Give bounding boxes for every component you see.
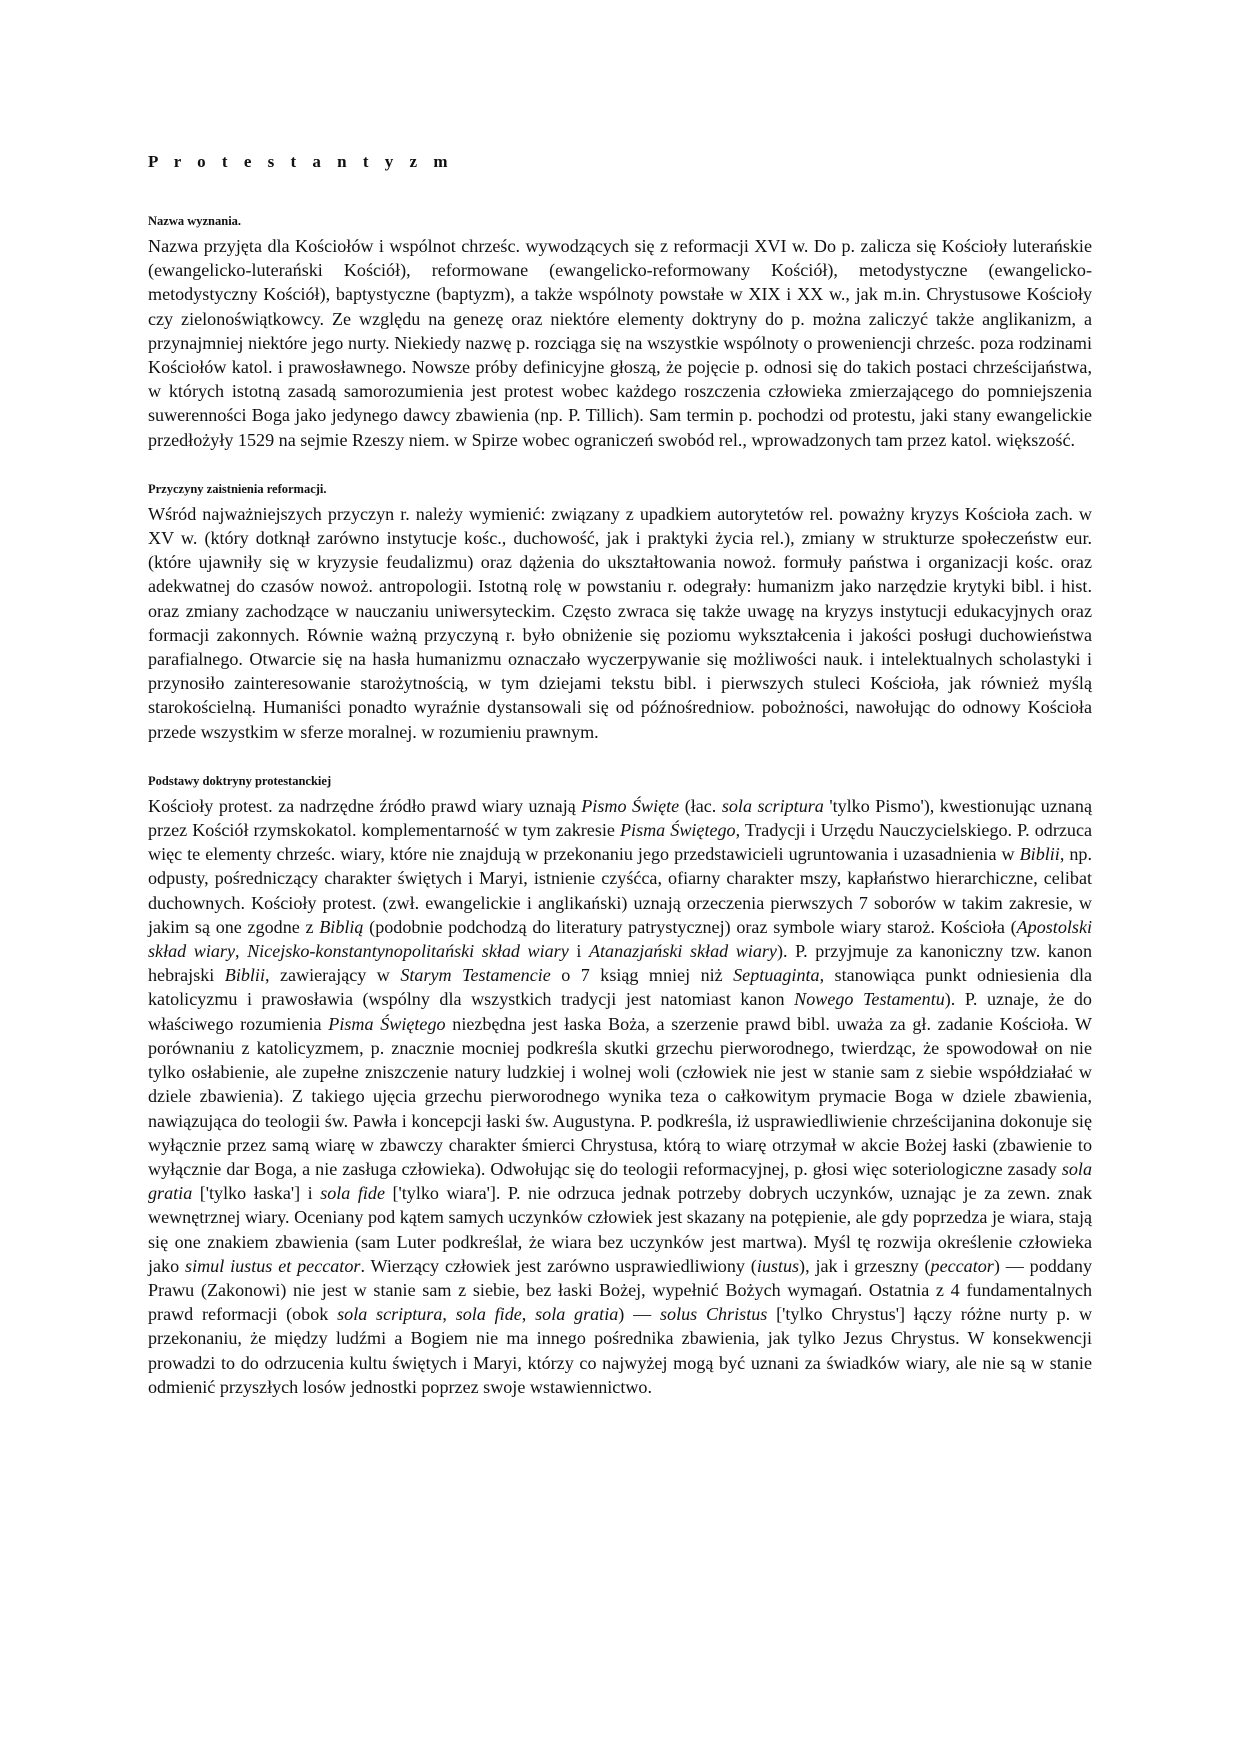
section-paragraph: Nazwa przyjęta dla Kościołów i wspólnot chrześc. wywodzących się z reformacji XVI w. Do p. zalicza się Kościoły luterańskie (ewangelicko-luterański Kościół), reformowane (ewangelicko-reformowany Kościół), metodystyczne (ewangelicko-metodystyczny Kościół), baptystyczne (baptyzm), a także wspólnoty powstałe w XIX i XX w., jak m.in. Chrystusowe Kościoły czy zielonoświątkowcy. Ze względu na genezę oraz niektóre elementy doktryny do p. można zaliczyć także anglikanizm, a przynajmniej niektóre jego nurty. Niekiedy nazwę p. rozciąga się na wszystkie wspólnoty o proweniencji chrześc. poza rodzinami Kościołów katol. i prawosławnego. Nowsze próby definicyjne głoszą, że pojęcie p. odnosi się do takich postaci chrześcijaństwa, w których istotną zasadą samorozumienia jest protest wobec każdego roszczenia człowieka zmierzającego do pomniejszenia suwerenności Boga jako jedynego dawcy zbawienia (np. P. Tillich). Sam termin p. pochodzi od protestu, jaki stany ewangelickie przedłożyły 1529 na sejmie Rzeszy niem. w Spirze wobec ograniczeń swobód rel., wprowadzonych tam przez katol. większość. — [148, 236, 1092, 450]
section-podstawy-doktryny — [148, 774, 1092, 1399]
italic-term: sola fide — [320, 1183, 385, 1204]
section-paragraph: Wśród najważniejszych przyczyn r. należy wymienić: związany z upadkiem autorytetów rel. poważny kryzys Kościoła zach. w XV w. (który dotknął zarówno instytucje kośc., duchowość, jak i praktyki życia rel.), zmiany w strukturze społeczeństw eur. (które ujawniły się w kryzysie feudalizmu) oraz dążenia do ukształtowania nowoż. formuły państwa i organizacji kośc. oraz adekwatnej do czasów nowoż. antropologii. Istotną rolę w powstaniu r. odegrały: humanizm jako narzędzie krytyki bibl. i hist. oraz zmiany zachodzące w nauczaniu uniwersyteckim. Często zwraca się także uwagę na kryzys instytucji edukacyjnych oraz formacji zakonnych. Równie ważną przyczyną r. było obniżenie się poziomu wykształcenia i jakości posługi duchowieństwa parafialnego. Otwarcie się na hasła humanizmu oznaczało wyczerpywanie się możliwości nauk. i intelektualnych scholastyki i przynosiło zainteresowanie starożytnością, w tym dziejami tekstu bibl. i pierwszych stuleci Kościoła, jak również myślą starokościelną. Humaniści ponadto wyraźnie dystansowali się od późnośredniow. pobożności, nawołując do odnowy Kościoła przede wszystkim w sferze moralnej. w rozumieniu prawnym. — [148, 503, 1092, 742]
text-run: ), jak i grzeszny ( — [799, 1255, 931, 1276]
text-run: . Wierzący człowiek jest zarówno usprawiedliwiony ( — [360, 1255, 757, 1276]
italic-term: Apostolski skład wiary — [148, 916, 1092, 962]
section-paragraph — [148, 794, 1092, 1399]
section-przyczyny-reformacji — [148, 482, 1092, 744]
italic-term: Starym Testamencie — [400, 965, 551, 986]
italic-term: iustus — [756, 1255, 800, 1276]
italic-term: Septuaginta — [733, 965, 820, 986]
italic-term: Nicejsko-konstantynopolitański skład wiary — [247, 941, 569, 962]
italic-term: Atanazjański skład wiary — [588, 941, 777, 962]
italic-term: Nowego Testamentu — [794, 989, 945, 1010]
italic-term: sola gratia — [535, 1304, 619, 1325]
text-run: (podobnie podchodzą do literatury patrystycznej) oraz symbole wiary staroż. Kościoła ( — [363, 916, 1017, 937]
section-heading: Przyczyny zaistnienia reformacji. — [148, 481, 327, 496]
section-nazwa-wyznania — [148, 214, 1092, 452]
italic-term: Biblii — [224, 965, 265, 986]
italic-term: Pisma Świętego — [328, 1013, 446, 1034]
italic-term: simul iustus et peccator — [185, 1255, 361, 1276]
text-run: ) — — [618, 1304, 660, 1325]
text-run: , Tradycji i Urzędu Nauczycielskiego. P. odrzuca więc te elementy chrześc. wiary, które nie znajdują w przekonaniu jego przedstawicieli ugruntowania i uzasadnienia w — [148, 820, 1093, 865]
italic-term: sola fide — [455, 1304, 522, 1325]
italic-term: solus Christus — [659, 1304, 768, 1325]
text-run: , — [521, 1304, 536, 1325]
italic-term: sola scriptura — [721, 795, 824, 816]
italic-term: Pisma Świętego — [619, 820, 736, 841]
text-run: , — [442, 1304, 456, 1325]
text-run: ). P. przyjmuje za kanoniczny tzw. kanon hebrajski — [148, 941, 1093, 986]
text-run: i — [568, 941, 589, 962]
text-run: ['tylko wiara']. P. nie odrzuca jednak potrzeby dobrych uczynków, uznając je za zewn. znak wewnętrznej wiary. Oceniany pod kątem samych uczynków człowiek jest skazany na potępienie, ale gdy poprzedza je wiara, stają się one znakiem zbawienia (sam Luter podkreślał, że wiara bez uczynków jest martwa). Myśl tę rozwija określenie człowieka jako — [148, 1183, 1092, 1276]
text-run: , — [234, 941, 248, 962]
text-run: , zawierający w — [265, 965, 401, 986]
text-run: ) — poddany Prawu (Zakonowi) nie jest w stanie sam z siebie, bez łaski Bożej, wypełnić Bożych wymagań. Ostatnia z 4 fundamentalnych prawd reformacji (obok — [148, 1255, 1092, 1325]
italic-term: Biblii — [1019, 844, 1060, 865]
document-page — [148, 0, 1092, 1399]
italic-term: sola scriptura — [337, 1304, 443, 1325]
section-heading: Nazwa wyznania. — [148, 214, 242, 228]
text-run: 'tylko Pismo'), kwestionując uznaną przez Kościół rzymskokatol. komplementarność w tym zakresie — [148, 795, 1092, 841]
italic-term: sola gratia — [148, 1158, 1092, 1204]
document-title: P r o t e s t a n t y z m — [148, 152, 454, 171]
text-run: niezbędna jest łaska Boża, a szerzenie prawd bibl. uważa za gł. zadanie Kościoła. W porównaniu z katolicyzmem, p. znacznie mocniej podkreśla skutki grzechu pierworodnego, twierdząc, że spowodował on nie tylko osłabienie, ale zupełne zniszczenie natury ludzkiej i wolnej woli (człowiek nie jest w stanie sam z siebie współdziałać w dziele zbawienia). Z takiego ujęcia grzechu pierworodnego wynika teza o całkowitym prymacie Boga w dziele zbawienia, nawiązująca do teologii św. Pawła i koncepcji łaski św. Augustyna. P. podkreśla, iż usprawiedliwienie chrześcijanina dokonuje się wyłącznie przez samą wiarę w zbawczy charakter śmierci Chrystusa, którą to wiarę otrzymał w akcie Bożej łaski (zbawienie to wyłącznie dar Boga, a nie zasługa człowieka). Odwołując się do teologii reformacyjnej, p. głosi więc soteriologiczne zasady — [148, 1013, 1092, 1179]
text-run: (łac. — [679, 795, 722, 816]
text-run: ). P. uznaje, że do właściwego rozumienia — [148, 989, 1092, 1034]
text-run: , np. odpusty, pośredniczący charakter świętych i Maryi, istnienie czyśćca, ofiarny charakter mszy, kapłaństwo hierarchiczne, celibat duchownych. Kościoły protest. (zwł. ewangelickie i anglikański) uznają orzeczenia pierwszych 7 soborów w takim zakresie, w jakim są one zgodne z — [148, 844, 1092, 937]
italic-term: peccator — [930, 1255, 994, 1276]
italic-term: Biblią — [319, 916, 364, 937]
text-run: o 7 ksiąg mniej niż — [550, 965, 734, 986]
text-run: , stanowiąca punkt odniesienia dla katolicyzmu i prawosławia (wspólny dla wszystkich tradycji jest natomiast kanon — [148, 965, 1092, 1010]
text-run: Kościoły protest. za nadrzędne źródło prawd wiary uznają — [148, 795, 582, 816]
section-heading: Podstawy doktryny protestanckiej — [148, 773, 332, 788]
text-run: ['tylko Chrystus'] łączy różne nurty p. w przekonaniu, że między ludźmi a Bogiem nie ma innego pośrednika zbawienia, jak tylko Jezus Chrystus. W konsekwencji prowadzi to do odrzucenia kultu świętych i Maryi, którzy co najwyżej mogą być uznani za świadków wiary, ale nie są w stanie odmienić przyszłych losów jednostki poprzez swoje wstawiennictwo. — [148, 1304, 1093, 1397]
text-run: ['tylko łaska'] i — [192, 1183, 321, 1204]
italic-term: Pismo Święte — [581, 795, 680, 816]
